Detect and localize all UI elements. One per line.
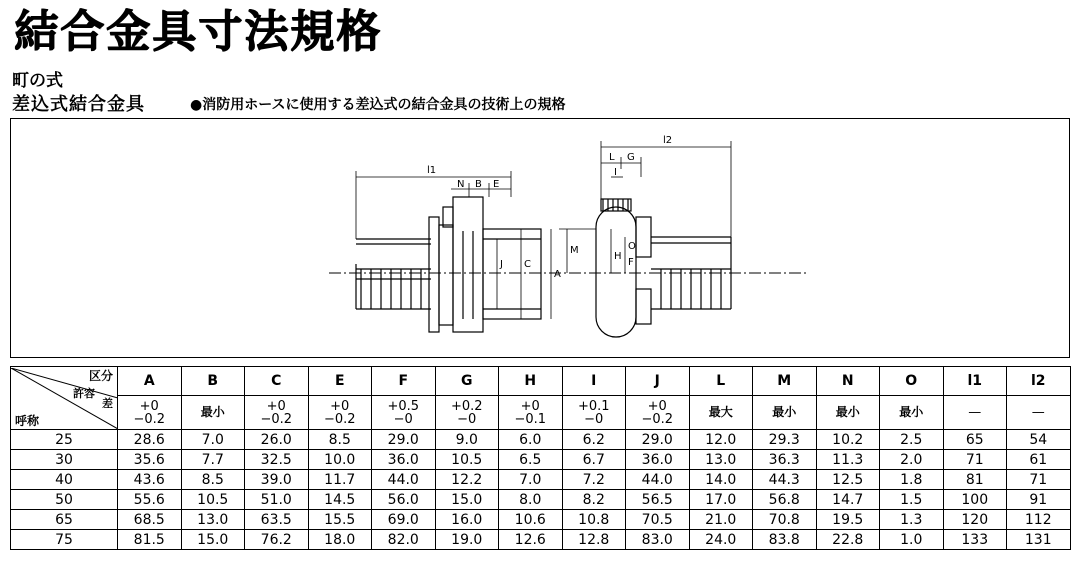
table-cell: 10.6 xyxy=(499,510,563,530)
table-cell: 14.7 xyxy=(816,490,880,510)
corner-kyoyo: 許容 xyxy=(73,386,95,400)
tolerance-value: −0 xyxy=(393,411,413,427)
column-header: C xyxy=(245,367,309,396)
tolerance-value: — xyxy=(968,405,982,420)
label-m: M xyxy=(570,245,579,256)
table-cell: 10.2 xyxy=(816,430,880,450)
table-cell: 112 xyxy=(1007,510,1071,530)
column-header: O xyxy=(880,367,944,396)
column-header: J xyxy=(626,367,690,396)
table-cell: 22.8 xyxy=(816,530,880,550)
corner-kubun: 区分 xyxy=(88,368,113,383)
tolerance-value: −0.2 xyxy=(323,411,356,427)
table-cell: 26.0 xyxy=(245,430,309,450)
coupling-diagram xyxy=(10,118,1070,358)
row-nominal: 75 xyxy=(11,530,118,550)
spec-table xyxy=(10,366,1071,550)
label-c: C xyxy=(524,259,531,270)
label-b: B xyxy=(475,179,482,190)
tolerance-value: −0 xyxy=(584,411,604,427)
tolerance-value: +0.5 xyxy=(387,398,420,414)
table-cell: 2.5 xyxy=(880,430,944,450)
table-row xyxy=(11,490,1071,510)
label-a: A xyxy=(554,269,561,280)
table-cell: 1.5 xyxy=(880,490,944,510)
tolerance-cell xyxy=(308,396,372,430)
description: ●消防用ホースに使用する差込式の結合金具の技術上の規格 xyxy=(190,97,566,113)
table-cell: 91 xyxy=(1007,490,1071,510)
subtitle: 差込式結合金具 xyxy=(12,94,145,115)
coupling-drawing xyxy=(11,119,1069,357)
table-cell: 12.5 xyxy=(816,470,880,490)
tolerance-cell xyxy=(753,396,817,430)
tolerance-cell xyxy=(372,396,436,430)
table-cell: 65 xyxy=(943,430,1007,450)
table-cell: 6.2 xyxy=(562,430,626,450)
tolerance-value: −0.2 xyxy=(133,411,166,427)
column-header: B xyxy=(181,367,245,396)
table-cell: 70.8 xyxy=(753,510,817,530)
tolerance-cell xyxy=(689,396,753,430)
label-o: O xyxy=(628,241,636,252)
table-cell: 17.0 xyxy=(689,490,753,510)
table-cell: 7.2 xyxy=(562,470,626,490)
table-row xyxy=(11,450,1071,470)
table-cell: 29.0 xyxy=(372,430,436,450)
table-cell: 71 xyxy=(1007,470,1071,490)
tolerance-value: −0.2 xyxy=(641,411,674,427)
label-i: I xyxy=(614,167,617,178)
row-nominal: 50 xyxy=(11,490,118,510)
table-cell: 6.7 xyxy=(562,450,626,470)
table-cell: 1.3 xyxy=(880,510,944,530)
label-l2: l2 xyxy=(663,135,673,146)
tolerance-value: 最小 xyxy=(835,405,860,419)
page-title: 結合金具寸法規格 xyxy=(14,6,382,57)
label-j: J xyxy=(500,259,503,270)
table-cell: 12.2 xyxy=(435,470,499,490)
table-cell: 19.5 xyxy=(816,510,880,530)
tolerance-value: −0.2 xyxy=(260,411,293,427)
label-e: E xyxy=(493,179,500,190)
table-cell: 7.0 xyxy=(499,470,563,490)
tolerance-cell xyxy=(943,396,1007,430)
tolerance-value: +0.2 xyxy=(450,398,483,414)
column-header: l2 xyxy=(1007,367,1071,396)
table-cell: 71 xyxy=(943,450,1007,470)
table-cell: 39.0 xyxy=(245,470,309,490)
table-cell: 83.8 xyxy=(753,530,817,550)
tolerance-cell xyxy=(181,396,245,430)
table-cell: 8.0 xyxy=(499,490,563,510)
tolerance-cell xyxy=(880,396,944,430)
table-cell: 83.0 xyxy=(626,530,690,550)
tolerance-value: +0 xyxy=(330,398,350,414)
tolerance-value: +0 xyxy=(647,398,667,414)
table-cell: 29.3 xyxy=(753,430,817,450)
table-cell: 51.0 xyxy=(245,490,309,510)
column-header: G xyxy=(435,367,499,396)
table-cell: 44.0 xyxy=(626,470,690,490)
corner-cell xyxy=(11,367,118,430)
table-cell: 56.8 xyxy=(753,490,817,510)
table-cell: 8.2 xyxy=(562,490,626,510)
table-cell: 15.5 xyxy=(308,510,372,530)
table-cell: 1.8 xyxy=(880,470,944,490)
table-cell: 55.6 xyxy=(118,490,182,510)
table-cell: 81.5 xyxy=(118,530,182,550)
tolerance-value: +0 xyxy=(266,398,286,414)
corner-sa: 差 xyxy=(102,396,113,410)
table-cell: 82.0 xyxy=(372,530,436,550)
tolerance-cell xyxy=(1007,396,1071,430)
table-cell: 131 xyxy=(1007,530,1071,550)
tolerance-cell xyxy=(816,396,880,430)
tolerance-value: +0.1 xyxy=(577,398,610,414)
table-cell: 69.0 xyxy=(372,510,436,530)
table-cell: 12.0 xyxy=(689,430,753,450)
table-cell: 56.0 xyxy=(372,490,436,510)
column-header: E xyxy=(308,367,372,396)
table-cell: 12.6 xyxy=(499,530,563,550)
table-cell: 29.0 xyxy=(626,430,690,450)
tolerance-value: 最小 xyxy=(200,405,225,419)
table-cell: 9.0 xyxy=(435,430,499,450)
tolerance-cell xyxy=(626,396,690,430)
table-cell: 1.0 xyxy=(880,530,944,550)
tolerance-cell xyxy=(499,396,563,430)
table-cell: 10.8 xyxy=(562,510,626,530)
table-cell: 36.3 xyxy=(753,450,817,470)
table-cell: 61 xyxy=(1007,450,1071,470)
table-cell: 8.5 xyxy=(308,430,372,450)
tolerance-value: 最小 xyxy=(899,405,924,419)
table-cell: 11.3 xyxy=(816,450,880,470)
table-cell: 32.5 xyxy=(245,450,309,470)
table-row xyxy=(11,470,1071,490)
table-cell: 13.0 xyxy=(181,510,245,530)
table-cell: 120 xyxy=(943,510,1007,530)
column-header: I xyxy=(562,367,626,396)
row-nominal: 65 xyxy=(11,510,118,530)
table-body xyxy=(11,430,1071,550)
tolerance-cell xyxy=(435,396,499,430)
table-cell: 7.7 xyxy=(181,450,245,470)
label-l: L xyxy=(609,152,615,163)
table-cell: 36.0 xyxy=(626,450,690,470)
table-cell: 6.5 xyxy=(499,450,563,470)
table-cell: 7.0 xyxy=(181,430,245,450)
table-cell: 10.0 xyxy=(308,450,372,470)
table-cell: 43.6 xyxy=(118,470,182,490)
sub-label: 町の式 xyxy=(12,71,63,91)
tolerance-value: +0 xyxy=(139,398,159,414)
column-header: N xyxy=(816,367,880,396)
table-cell: 76.2 xyxy=(245,530,309,550)
label-h: H xyxy=(614,251,622,262)
table-cell: 15.0 xyxy=(181,530,245,550)
column-header: F xyxy=(372,367,436,396)
table-cell: 44.0 xyxy=(372,470,436,490)
column-header: L xyxy=(689,367,753,396)
tolerance-value: +0 xyxy=(520,398,540,414)
table-row xyxy=(11,430,1071,450)
table-cell: 15.0 xyxy=(435,490,499,510)
table-cell: 21.0 xyxy=(689,510,753,530)
table-cell: 70.5 xyxy=(626,510,690,530)
tolerance-cell xyxy=(245,396,309,430)
table-cell: 56.5 xyxy=(626,490,690,510)
column-header: A xyxy=(118,367,182,396)
table-cell: 12.8 xyxy=(562,530,626,550)
tolerance-value: −0.1 xyxy=(514,411,547,427)
table-cell: 100 xyxy=(943,490,1007,510)
table-cell: 14.0 xyxy=(689,470,753,490)
table-cell: 35.6 xyxy=(118,450,182,470)
table-cell: 36.0 xyxy=(372,450,436,470)
table-cell: 11.7 xyxy=(308,470,372,490)
table-cell: 10.5 xyxy=(181,490,245,510)
column-header: M xyxy=(753,367,817,396)
tolerance-cell xyxy=(562,396,626,430)
header-row xyxy=(11,367,1071,396)
table-cell: 8.5 xyxy=(181,470,245,490)
table-cell: 10.5 xyxy=(435,450,499,470)
table-cell: 2.0 xyxy=(880,450,944,470)
row-nominal: 40 xyxy=(11,470,118,490)
table-cell: 81 xyxy=(943,470,1007,490)
table-cell: 19.0 xyxy=(435,530,499,550)
corner-kosho: 呼称 xyxy=(15,413,40,428)
column-header: H xyxy=(499,367,563,396)
tolerance-value: 最小 xyxy=(772,405,797,419)
tolerance-value: −0 xyxy=(457,411,477,427)
label-l1: l1 xyxy=(427,165,437,176)
row-nominal: 30 xyxy=(11,450,118,470)
table-cell: 133 xyxy=(943,530,1007,550)
table-row xyxy=(11,510,1071,530)
table-cell: 16.0 xyxy=(435,510,499,530)
table-cell: 24.0 xyxy=(689,530,753,550)
label-f: F xyxy=(628,257,634,268)
table-cell: 6.0 xyxy=(499,430,563,450)
column-header: l1 xyxy=(943,367,1007,396)
tolerance-row xyxy=(11,396,1071,430)
label-g: G xyxy=(627,152,635,163)
table-cell: 13.0 xyxy=(689,450,753,470)
tolerance-value: 最大 xyxy=(708,405,733,419)
table-cell: 54 xyxy=(1007,430,1071,450)
table-cell: 14.5 xyxy=(308,490,372,510)
tolerance-cell xyxy=(118,396,182,430)
table-row xyxy=(11,530,1071,550)
label-n: N xyxy=(457,179,465,190)
table-cell: 44.3 xyxy=(753,470,817,490)
table-cell: 18.0 xyxy=(308,530,372,550)
table-cell: 63.5 xyxy=(245,510,309,530)
table-cell: 28.6 xyxy=(118,430,182,450)
tolerance-value: — xyxy=(1031,405,1045,420)
table-cell: 68.5 xyxy=(118,510,182,530)
row-nominal: 25 xyxy=(11,430,118,450)
